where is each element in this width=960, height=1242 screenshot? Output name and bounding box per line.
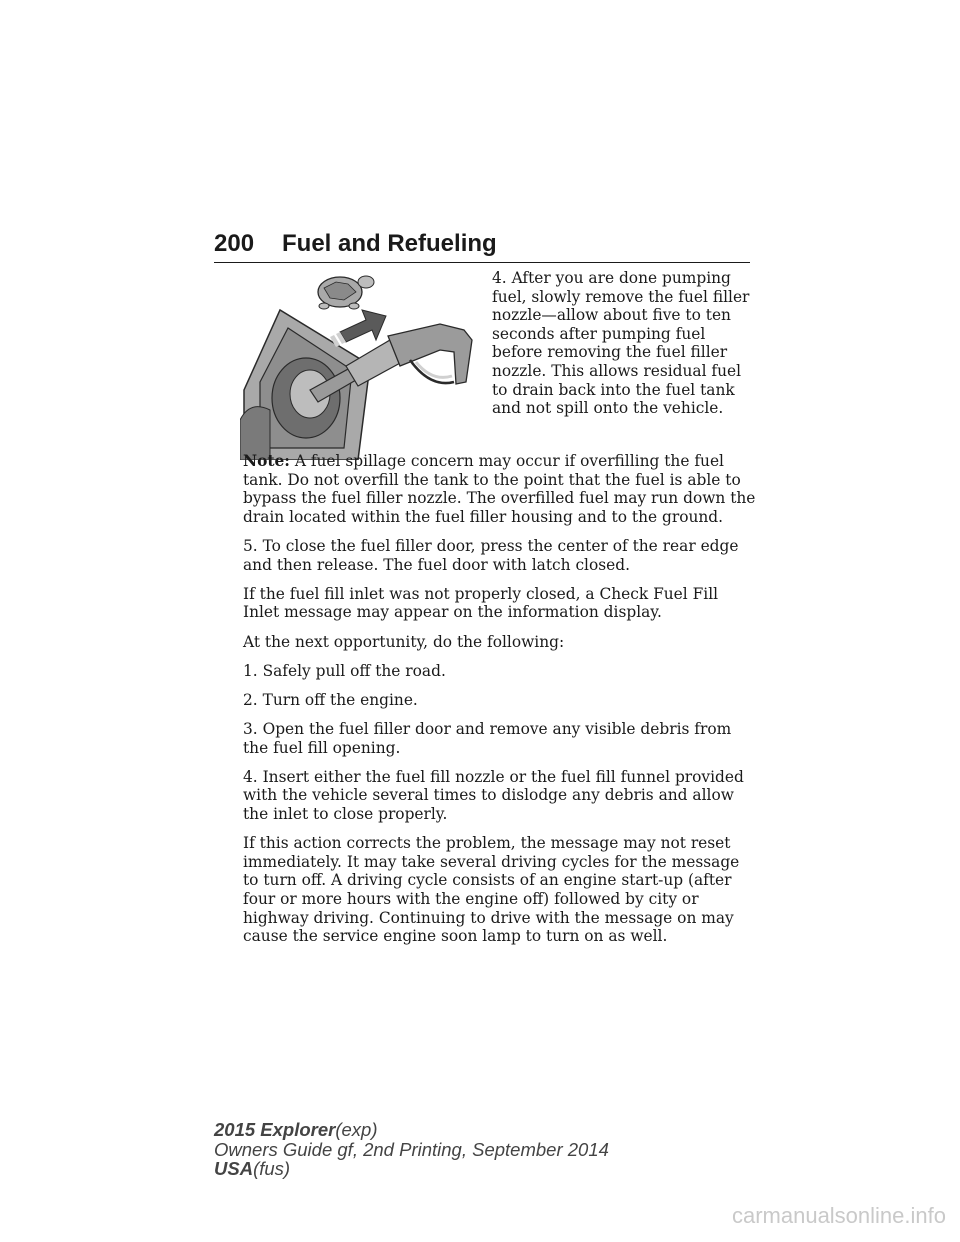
turtle-icon	[318, 276, 374, 309]
paragraph-check-fuel-inlet: If the fuel fill inlet was not properly closed, a Check Fuel Fill Inlet message may appear on the information display.	[243, 584, 719, 622]
paragraph-close-door: 5. To close the fuel filler door, press the center of the rear edge and then release. The fuel door with latch closed.	[243, 536, 739, 574]
step-4-text: 4. After you are done pumping fuel, slowly remove the fuel filler nozzle—allow about five to ten seconds after pumping fuel before removing the fuel filler nozzle. This allows residual fuel to drain back into the fuel tank and not spill onto the vehicle.	[492, 269, 750, 418]
page-number: 200	[214, 230, 255, 257]
list-item-step-3: 3. Open the fuel filler door and remove any visible debris from the fuel fill opening.	[243, 720, 732, 757]
page-footer	[214, 1120, 609, 1179]
footer-model-code: (exp)	[335, 1119, 378, 1140]
list-item-step-4: 4. Insert either the fuel fill nozzle or the fuel fill funnel provided with the vehicle several times to dislodge any debris and allow the inlet to close properly.	[243, 767, 744, 824]
page-header	[214, 230, 750, 263]
step-4-instructions	[492, 269, 757, 418]
note-label: Note:	[243, 452, 290, 470]
footer-market: USA	[214, 1158, 254, 1179]
note-paragraph	[243, 452, 758, 526]
footer-line-edition: Owners Guide gf, 2nd Printing, September 2014	[214, 1138, 609, 1160]
footer-model: 2015 Explorer	[214, 1119, 336, 1140]
note-text: A fuel spillage concern may occur if overfilling the fuel tank. Do not overfill the tank to the point that the fuel is able to bypass the fuel filler nozzle. The overfilled fuel may run down the drain located within the fuel filler housing and to the ground.	[243, 452, 756, 526]
body-text	[243, 452, 758, 956]
section-title: Fuel and Refueling	[282, 230, 497, 257]
paragraph-next-opportunity: At the next opportunity, do the following:	[243, 632, 565, 651]
list-item-step-1: 1. Safely pull off the road.	[243, 661, 446, 680]
arrow-right-icon	[330, 310, 386, 347]
footer-line-market	[214, 1159, 609, 1179]
footer-market-code: (fus)	[253, 1158, 291, 1179]
list-item-step-2: 2. Turn off the engine.	[243, 690, 418, 709]
paragraph-driving-cycle: If this action corrects the problem, the message may not reset immediately. It may take several driving cycles for the message to turn off. A driving cycle consists of an engine start-up (after four or more hours with the engine off) followed by city or highway driving. Continuing to drive with the message on may cause the service engine soon lamp to turn on as well.	[243, 834, 740, 946]
watermark-link[interactable]: carmanualsonline.info	[731, 1203, 946, 1228]
fuel-nozzle-removal-illustration	[240, 270, 480, 460]
footer-line-model	[214, 1120, 609, 1140]
